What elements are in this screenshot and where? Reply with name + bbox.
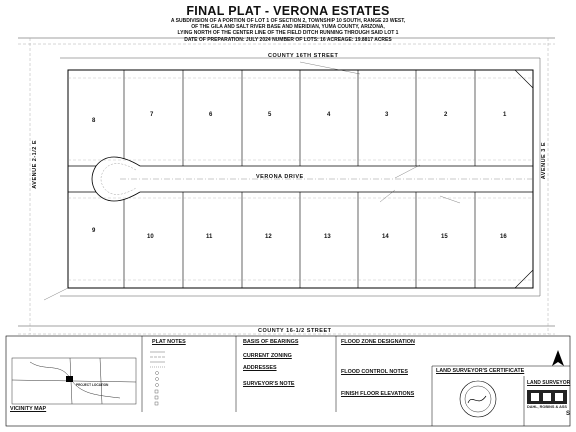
flood-zone-heading: FLOOD ZONE DESIGNATION (341, 339, 415, 345)
surveyors-note-heading: SURVEYOR'S NOTE (243, 381, 295, 387)
lot-number: 14 (382, 234, 389, 240)
lot-number: 6 (209, 112, 213, 118)
lot-number: 10 (147, 234, 154, 240)
plat-title: FINAL PLAT - VERONA ESTATES (186, 4, 390, 18)
lot-number: 4 (327, 112, 331, 118)
plat-notes-heading: PLAT NOTES (152, 339, 186, 345)
lot-number: 7 (150, 112, 154, 118)
lot-number: 13 (324, 234, 331, 240)
subtitle-line: LYING NORTH OF THE CENTER LINE OF THE FIELD DITCH RUNNING THROUGH SAID LOT 1 (177, 30, 399, 37)
addresses-heading: ADDRESSES (243, 365, 277, 371)
lot-number: 9 (92, 228, 96, 234)
vicinity-map-heading: VICINITY MAP (10, 406, 47, 412)
road-west-label: AVENUE 2-1/2 E (32, 140, 38, 189)
subtitle-line: OF THE GILA AND SALT RIVER BASE AND MERIDIAN, YUMA COUNTY, ARIZONA, (191, 24, 385, 31)
lot-number: 2 (444, 112, 448, 118)
north-arrow-icon (552, 350, 564, 366)
land-surveyor-heading: LAND SURVEYOR (527, 380, 571, 386)
project-location-label: PROJECT LOCATION (76, 383, 109, 387)
plat-subtitle (140, 18, 436, 43)
lot-number: 8 (92, 118, 96, 124)
surveyor-certificate-heading: LAND SURVEYOR'S CERTIFICATE (436, 368, 525, 374)
lot-number: 16 (500, 234, 507, 240)
lot-number: 3 (385, 112, 389, 118)
lot-number: 15 (441, 234, 448, 240)
road-east-label: AVENUE 3 E (541, 142, 547, 180)
subtitle-line: A SUBDIVISION OF A PORTION OF LOT 1 OF SECTION 2, TOWNSHIP 10 SOUTH, RANGE 23 WEST, (170, 18, 406, 24)
lot-number: 12 (265, 234, 272, 240)
lot-number: 1 (503, 112, 507, 118)
sheet-mark: S (566, 411, 571, 417)
lot-number: 5 (268, 112, 272, 118)
road-south-label: COUNTY 16-1/2 STREET (258, 328, 332, 334)
current-zoning-heading: CURRENT ZONING (243, 353, 292, 359)
lot-number: 11 (206, 234, 213, 240)
road-north-label: COUNTY 16TH STREET (268, 53, 339, 59)
finish-floor-heading: FINISH FLOOR ELEVATIONS (341, 391, 415, 397)
subtitle-line: DATE OF PREPARATION: JULY 2024 NUMBER OF LOTS: 16 ACREAGE: 19.8817 ACRES (184, 36, 392, 43)
firm-name: DAHL, ROBINS & ASS (527, 405, 567, 409)
flood-control-heading: FLOOD CONTROL NOTES (341, 369, 408, 375)
road-drive-label: VERONA DRIVE (256, 174, 304, 180)
basis-of-bearings-heading: BASIS OF BEARINGS (243, 339, 299, 345)
